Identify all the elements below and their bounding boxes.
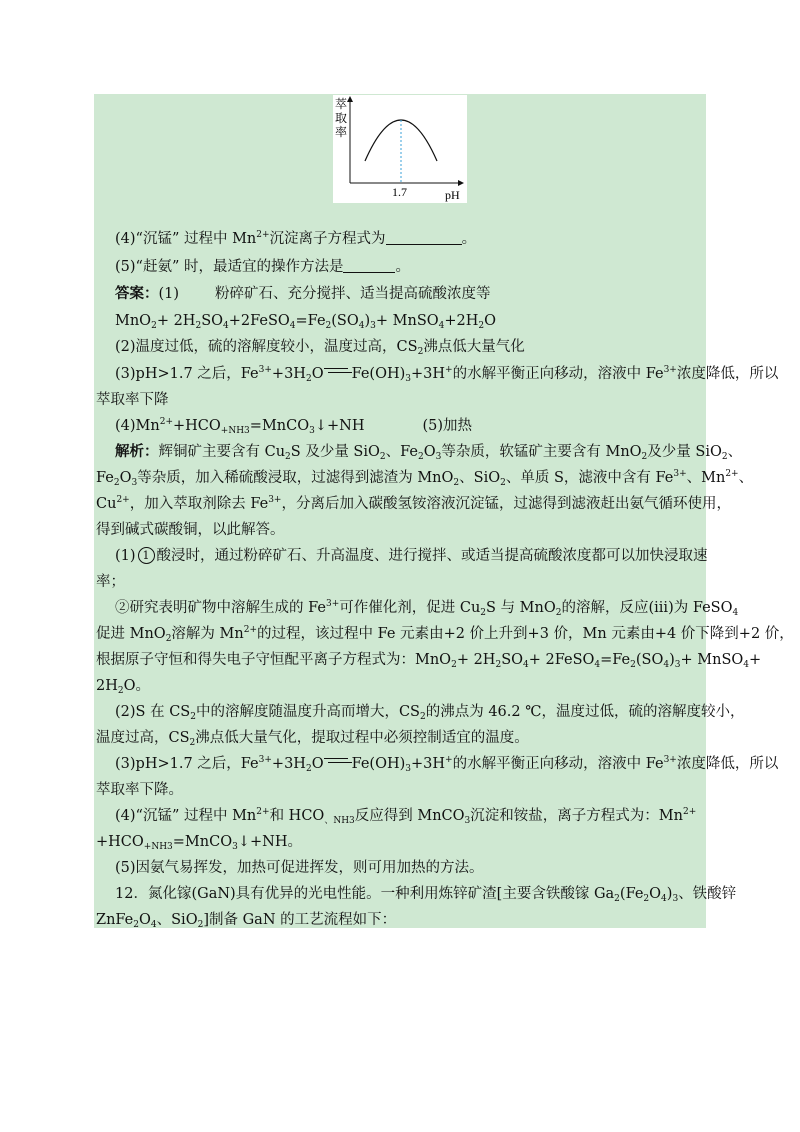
x-tick-label: 1.7 [392, 185, 407, 199]
q4-blank [386, 230, 462, 245]
y-axis-label-3: 率 [335, 125, 348, 139]
explain-2-line-3: 根据原子守恒和得失电子守恒配平离子方程式为：$MnO_2+ 2H_2SO_4+$ $2FeSO_4=Fe_2(SO_4)_3+$ MnSO$_4$+ [96, 652, 762, 670]
explain-1: (1) 1 酸浸时，通过粉碎矿石、升高温度、进行搅拌、或适当提高硫酸浓度都可以加快浸取速 [115, 548, 708, 564]
y-axis-label-1: 萃 [335, 97, 348, 111]
question-4 [115, 229, 476, 249]
question-12-line-2: $ZnFe_2O_4$、SiO$_2$]制备 GaN 的工艺流程如下： [96, 912, 397, 930]
analysis-line-2: $Fe_2O_3$等杂质，加入稀硫酸浸取，过滤得到滤渣为 MnO$_2$、SiO$_2$、单质 S，滤液中含有 $Fe^{3+}$、$Mn^{2+}$、 [96, 469, 754, 488]
q5-text: (5)“赶氨” 时，最适宜的操作方法是 [115, 259, 344, 275]
explain-6: (5)因氨气易挥发，加热可促进挥发，则可用加热的方法。 [115, 860, 484, 876]
explain-4-line-2: 萃取率下降。 [96, 782, 183, 798]
explain-4-line-1: (3)pH>1.7 之后，$Fe^{3+}+3H_2O$ $Fe(OH)_3+3H^+$的水解平衡正向移动，溶液中 $Fe^{3+}$浓度降低，所以 [115, 755, 779, 774]
explain-3-line-2: 温度过高，$CS_2$沸点低大量气化，提取过程中必须控制适宜的温度。 [96, 730, 529, 748]
question-5 [115, 257, 410, 277]
explain-5-line-2: $+HCO_{+NH3}=MnCO_3↓+NH$。 [96, 834, 302, 852]
q4-text: (4)“沉锰” 过程中 Mn [115, 231, 257, 247]
answer-3: (3)pH>1.7 之后，$Fe^{3+}+3H_2O$ $Fe(OH)_3+3H^+$的水解平衡正向移动，溶液中 $Fe^{3+}$浓度降低，所以 [115, 365, 779, 384]
y-axis-label-2: 取 [335, 111, 348, 125]
answer-1-num: (1) [158, 286, 180, 302]
question-12-line-1: 12．氮化镓(GaN)具有优异的光电性能。一种利用炼锌矿渣[主要含铁酸镓 $Ga_2(Fe_2O_4)_3$、铁酸锌 [115, 886, 737, 904]
q5-end: 。 [395, 259, 410, 275]
analysis-line-4: 得到碱式碳酸铜，以此解答。 [96, 522, 285, 538]
analysis-line-3: $Cu^{2+}$，加入萃取剂除去 $Fe^{3+}$，分离后加入碳酸氢铵溶液沉淀锰，过滤得到滤液赶出氨气循环使用， [96, 495, 731, 512]
circled-number-icon: 1 [138, 547, 155, 564]
equilibrium-arrow [324, 365, 352, 377]
answer-1-equation: $MnO_2+ 2H_2SO_4+2FeSO_4=Fe_2(SO_4)_3+$ $MnSO_4+2H_2O$ [115, 313, 497, 331]
analysis-label: 解析： [115, 443, 159, 460]
equilibrium-arrow-2 [324, 755, 352, 767]
answer-4: $(4)Mn^{2+}+HCO_{+NH3}=MnCO_3↓+NH$ (5)加热 [115, 417, 473, 436]
explain-2-line-1: ②研究表明矿物中溶解生成的 $Fe^{3+}$可作催化剂，促进 $Cu_2S$ 与 MnO$_2$的溶解，反应(iii)为 FeSO$_4$ [115, 599, 739, 618]
q4-text-2: 沉淀离子方程式为 [269, 231, 386, 247]
answer-3-cont: 萃取率下降 [96, 392, 169, 408]
answer-1-text: 粉碎矿石、充分搅拌、适当提高硫酸浓度等 [215, 286, 491, 302]
x-axis-label: pH [445, 188, 460, 202]
explain-2-line-4: $2H_2O$。 [96, 678, 150, 696]
q5-blank [343, 258, 395, 273]
q4-end: 。 [461, 231, 477, 247]
analysis-line-1: 解析：辉铜矿主要含有 $Cu_2S$ 及少量 SiO$_2$、$Fe_2O_3$等杂质，软锰矿主要含有 MnO$_2$及少量 SiO$_2$、 [115, 443, 743, 462]
q4-sup: 2+ [256, 230, 270, 240]
answer-1 [115, 284, 491, 304]
explain-1-cont: 率； [96, 574, 125, 590]
answer-label: 答案： [115, 285, 159, 302]
extraction-rate-chart [333, 95, 467, 203]
explain-2-line-2: 促进 MnO$_2$溶解为 $Mn^{2+}$的过程，该过程中 Fe 元素由+2 价上升到+3 价，Mn 元素由+4 价下降到+2 价， [96, 625, 794, 644]
explain-3-line-1: (2)S 在 $CS_2$中的溶解度随温度升高而增大，$CS_2$的沸点为 46.2 ℃，温度过低，硫的溶解度较小， [115, 704, 745, 722]
answer-2: (2)温度过低，硫的溶解度较小，温度过高，$CS_2$沸点低大量气化 [115, 339, 525, 357]
explain-5-line-1: (4)“沉锰” 过程中 $Mn^{2+}$和 $HCO_{、NH3}$反应得到 MnCO$_3$沉淀和铵盐，离子方程式为：$Mn^{2+}$ [115, 807, 697, 826]
